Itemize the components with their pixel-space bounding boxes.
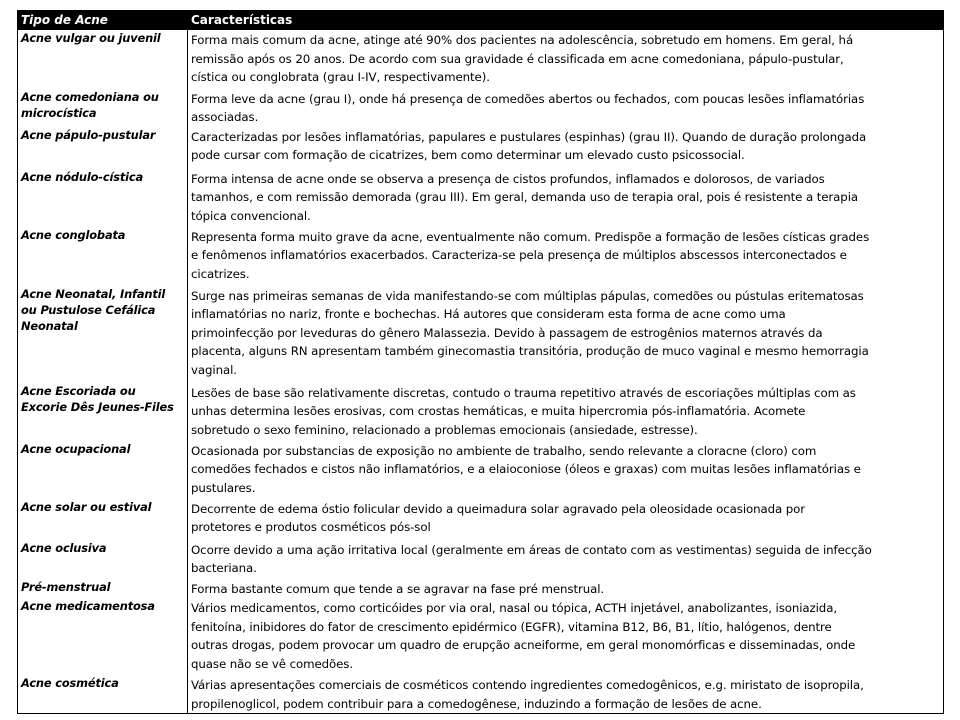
acne-type-cell: Acne oclusiva (18, 540, 188, 579)
characteristics-cell: Forma mais comum da acne, atinge até 90% dos pacientes na adolescência, sobretudo em homens. Em geral, há remissão após os 20 anos. De acordo com sua gravidade é classificada em acne comedoniana, pápulo-pustular, cística ou conglobrata (grau I-IV, respectivamente). (188, 30, 944, 89)
table-row (18, 127, 944, 169)
acne-type-cell: Acne Neonatal, Infantil ou Pustulose Cefálica Neonatal (18, 286, 188, 383)
characteristics-cell: Representa forma muito grave da acne, eventualmente não comum. Predispõe a formação de lesões císticas grades e fenômenos inflamatórios exacerbados. Caracteriza-se pela presença de múltiplos abscessos interconectados e cicatrizes. (188, 227, 944, 286)
characteristics-cell: Ocorre devido a uma ação irritativa local (geralmente em áreas de contato com as vestimentas) seguida de infecção bacteriana. (188, 540, 944, 579)
acne-type-cell: Acne pápulo-pustular (18, 127, 188, 169)
table-row (18, 441, 944, 499)
acne-type-cell: Acne solar ou estival (18, 499, 188, 540)
acne-types-table (17, 10, 944, 714)
acne-type-cell: Acne ocupacional (18, 441, 188, 499)
acne-type-cell: Acne conglobata (18, 227, 188, 286)
table-row (18, 540, 944, 579)
characteristics-cell: Forma intensa de acne onde se observa a presença de cistos profundos, inflamados e dolorosos, de variados tamanhos, e com remissão demorada (grau III). Em geral, demanda uso de terapia oral, pois é resistente a terapia tópica convencional. (188, 169, 944, 227)
table-row (18, 227, 944, 286)
characteristics-cell: Forma leve da acne (grau I), onde há presença de comedões abertos ou fechados, com poucas lesões inflamatórias associadas. (188, 89, 944, 127)
table-row (18, 169, 944, 227)
characteristics-cell: Ocasionada por substancias de exposição no ambiente de trabalho, sendo relevante a cloracne (cloro) com comedões fechados e cistos não inflamatórios, e a elaioconiose (óleos e graxas) com muitas lesões inflamatórias e pustulares. (188, 441, 944, 499)
characteristics-cell: Forma bastante comum que tende a se agravar na fase pré menstrual. (188, 579, 944, 599)
acne-types-table-sheet (17, 10, 943, 714)
table-row (18, 675, 944, 714)
table-row (18, 598, 944, 675)
characteristics-cell: Decorrente de edema óstio folicular devido a queimadura solar agravado pela oleosidade ocasionada por protetores e produtos cosméticos pós-sol (188, 499, 944, 540)
table-header-row (18, 11, 944, 30)
acne-type-cell: Acne nódulo-cística (18, 169, 188, 227)
characteristics-cell: Vários medicamentos, como corticóides por via oral, nasal ou tópica, ACTH injetável, anabolizantes, isoniazida, fenitoína, inibidores do fator de crescimento epidérmico (EGFR), vitamina B12, B6, B1, lítio, halógenos, dentre outras drogas, podem provocar um quadro de erupção acneiforme, em geral monomórficas e disseminadas, onde quase não se vê comedões. (188, 598, 944, 675)
table-row (18, 89, 944, 127)
acne-type-cell: Acne cosmética (18, 675, 188, 714)
characteristics-cell: Lesões de base são relativamente discretas, contudo o trauma repetitivo através de escoriações múltiplas com as unhas determina lesões erosivas, com crostas hemáticas, e muita hipercromia pós-inflamatória. Acomete sobretudo o sexo feminino, relacionado a problemas emocionais (ansiedade, estresse). (188, 383, 944, 441)
acne-type-cell: Acne vulgar ou juvenil (18, 30, 188, 89)
acne-type-cell: Acne comedoniana ou microcística (18, 89, 188, 127)
acne-type-cell: Acne Escoriada ou Excorie Dês Jeunes-Files (18, 383, 188, 441)
characteristics-cell: Caracterizadas por lesões inflamatórias, papulares e pustulares (espinhas) (grau II). Quando de duração prolongada pode cursar com formação de cicatrizes, bem como determinar um elevado custo psicossocial. (188, 127, 944, 169)
header-acne-type: Tipo de Acne (18, 11, 188, 30)
acne-type-cell: Acne medicamentosa (18, 598, 188, 675)
table-row (18, 286, 944, 383)
acne-type-cell: Pré-menstrual (18, 579, 188, 599)
characteristics-cell: Várias apresentações comerciais de cosméticos contendo ingredientes comedogênicos, e.g. miristato de isopropila, propilenoglicol, podem contribuir para a comedogênese, induzindo a formação de lesões de acne. (188, 675, 944, 714)
table-row (18, 383, 944, 441)
header-characteristics: Características (188, 11, 944, 30)
table-row (18, 499, 944, 540)
table-row (18, 30, 944, 89)
table-row (18, 579, 944, 599)
characteristics-cell: Surge nas primeiras semanas de vida manifestando-se com múltiplas pápulas, comedões ou pústulas eritematosas inflamatórias no nariz, fronte e bochechas. Há autores que consideram esta forma de acne como uma primoinfecção por leveduras do gênero Malassezia. Devido à passagem de estrogênios maternos através da placenta, alguns RN apresentam também ginecomastia transitória, produção de muco vaginal e mesmo hemorragia vaginal. (188, 286, 944, 383)
